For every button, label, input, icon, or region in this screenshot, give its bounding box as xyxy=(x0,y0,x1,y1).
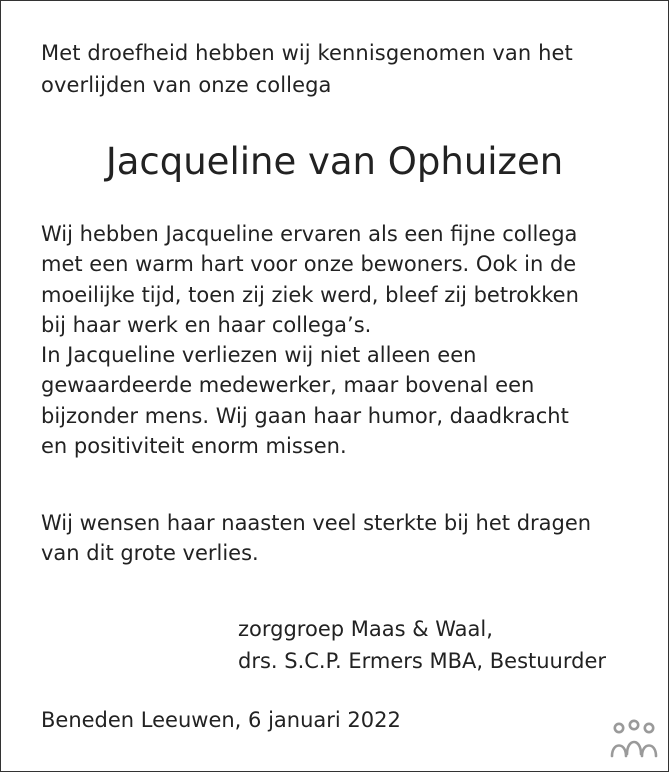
deceased-name: Jacqueline van Ophuizen xyxy=(105,140,564,183)
intro-line: overlijden van onze collega xyxy=(41,73,332,97)
tribute-line: gewaardeerde medewerker, maar bovenal een xyxy=(41,373,535,398)
wish-line: van dit grote verlies. xyxy=(41,541,259,565)
tribute-line: bij haar werk en haar collega’s. xyxy=(41,312,372,337)
intro-line: Met droefheid hebben wij kennisgenomen van het xyxy=(41,41,573,65)
tribute-line: Wij hebben Jacqueline ervaren als een fijne collega xyxy=(41,222,578,246)
wish-line: Wij wensen haar naasten veel sterkte bij het dragen xyxy=(41,511,592,535)
place-date: Beneden Leeuwen, 6 januari 2022 xyxy=(41,708,401,732)
intro-text xyxy=(41,37,641,101)
signature-block xyxy=(238,613,606,677)
tribute-line: bijzonder mens. Wij gaan haar humor, daadkracht xyxy=(41,403,569,428)
signature-organization: zorggroep Maas & Waal, xyxy=(238,617,493,641)
people-group-icon xyxy=(606,716,662,762)
tribute-line: moeilijke tijd, toen zij ziek werd, bleef zij betrokken xyxy=(41,282,579,307)
tribute-line: In Jacqueline verliezen wij niet alleen een xyxy=(41,343,477,368)
signature-person: drs. S.C.P. Ermers MBA, Bestuurder xyxy=(238,649,607,673)
tribute-line: met een warm hart voor onze bewoners. Ook in de xyxy=(41,252,577,277)
tribute-text xyxy=(41,219,651,461)
tribute-line: en positiviteit enorm missen. xyxy=(41,434,347,459)
condolence-wish xyxy=(41,508,651,568)
